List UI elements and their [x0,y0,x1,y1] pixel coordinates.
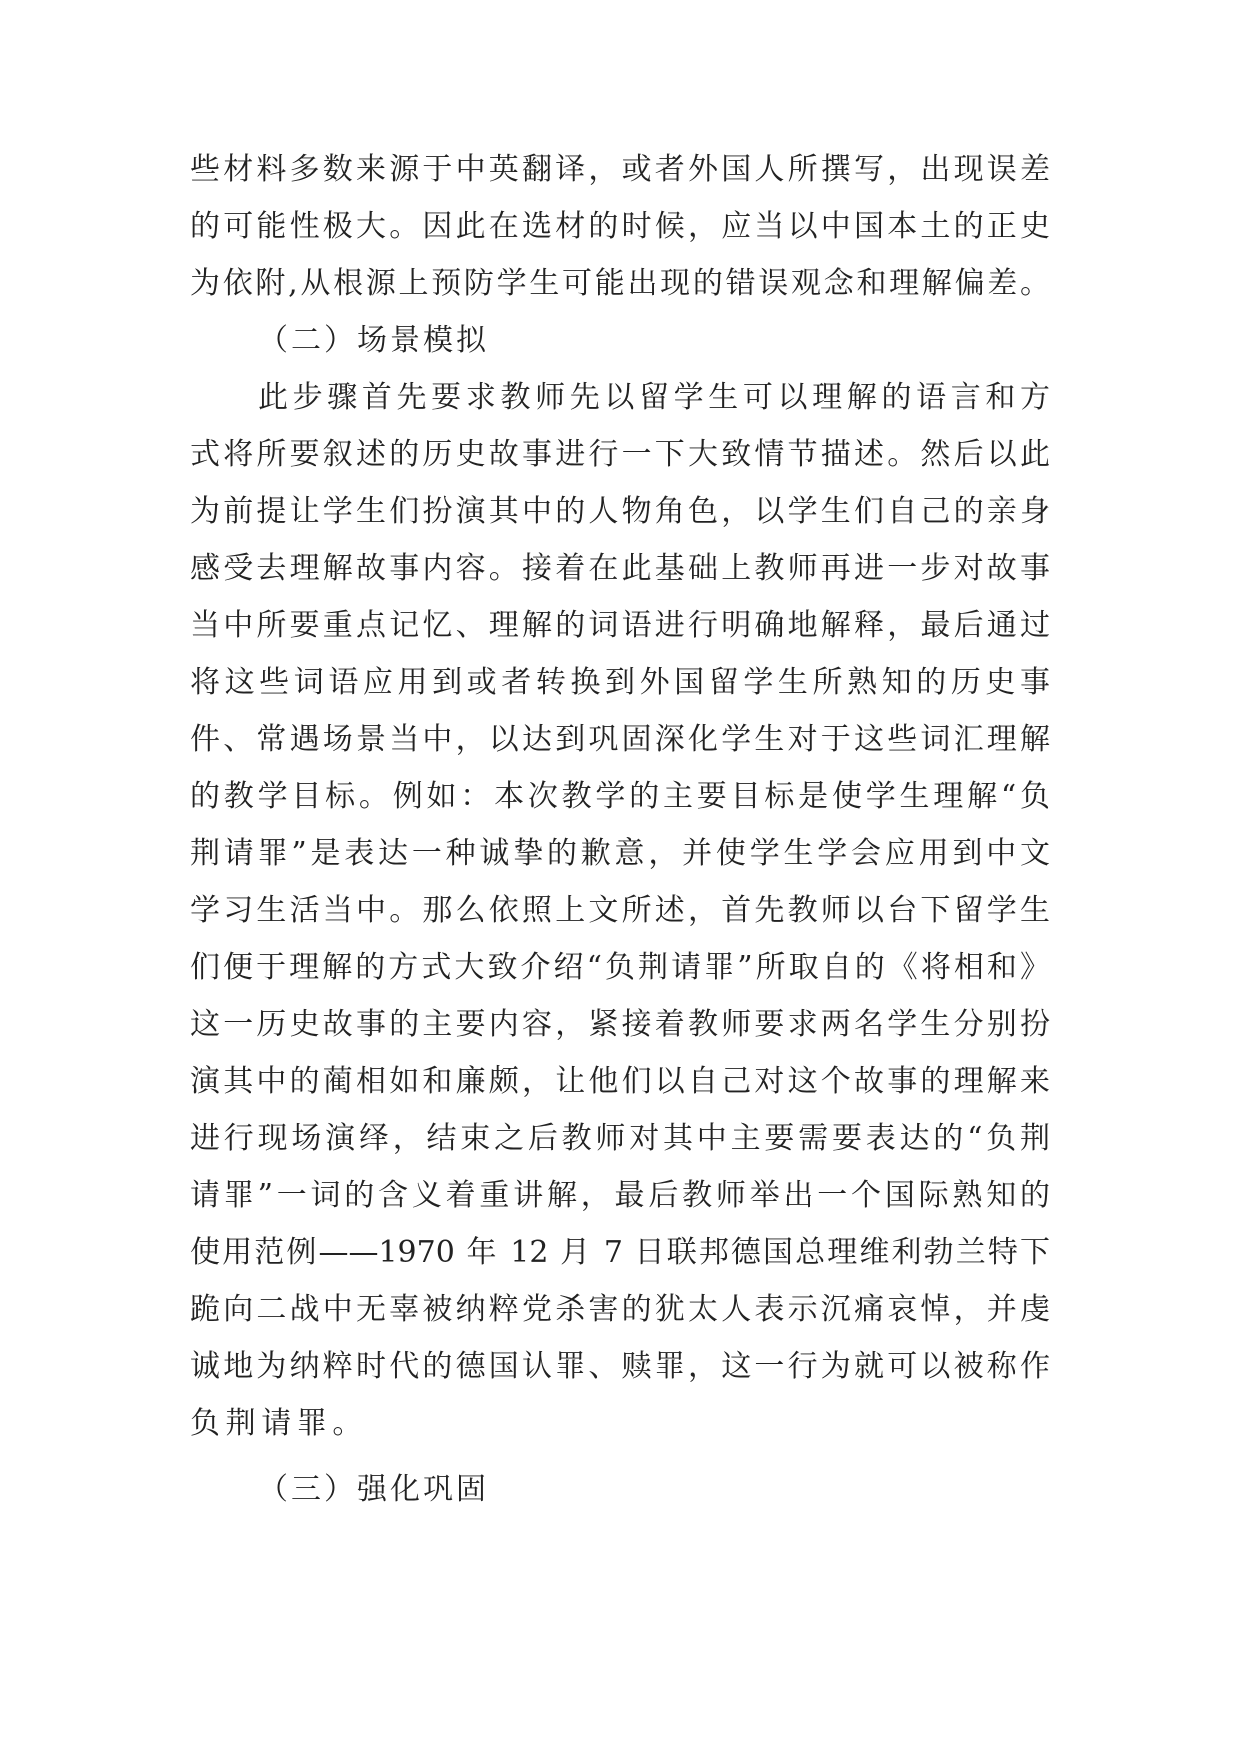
section-heading-2: （二）场景模拟 [258,323,489,358]
paragraph-line: 荆请罪”是表达一种诚挚的歉意，并使学生学会应用到中文 [190,836,1050,871]
paragraph-line: 将这些词语应用到或者转换到外国留学生所熟知的历史事 [190,665,1050,700]
paragraph-line: 的教学目标。例如：本次教学的主要目标是使学生理解“负 [190,779,1050,814]
paragraph-line: 使用范例——1970 年 12 月 7 日联邦德国总理维利勃兰特下 [190,1235,1050,1270]
paragraph-line: 为前提让学生们扮演其中的人物角色，以学生们自己的亲身 [190,494,1050,529]
paragraph-line: 此步骤首先要求教师先以留学生可以理解的语言和方 [258,380,1050,415]
paragraph-line: 为依附,从根源上预防学生可能出现的错误观念和理解偏差。 [190,266,1050,301]
paragraph-line: 式将所要叙述的历史故事进行一下大致情节描述。然后以此 [190,437,1050,472]
paragraph-line: 学习生活当中。那么依照上文所述，首先教师以台下留学生 [190,893,1050,928]
paragraph-line: 负荆请罪。 [190,1406,368,1441]
paragraph-line: 这一历史故事的主要内容，紧接着教师要求两名学生分别扮 [190,1007,1050,1042]
paragraph-line: 们便于理解的方式大致介绍“负荆请罪”所取自的《将相和》 [190,950,1050,985]
paragraph-line: 诚地为纳粹时代的德国认罪、赎罪，这一行为就可以被称作 [190,1349,1050,1384]
paragraph-line: 件、常遇场景当中，以达到巩固深化学生对于这些词汇理解 [190,722,1050,757]
section-heading-3: （三）强化巩固 [258,1472,489,1507]
paragraph-line: 进行现场演绎，结束之后教师对其中主要需要表达的“负荆 [190,1121,1050,1156]
paragraph-line: 演其中的蔺相如和廉颇，让他们以自己对这个故事的理解来 [190,1064,1050,1099]
paragraph-line: 感受去理解故事内容。接着在此基础上教师再进一步对故事 [190,551,1050,586]
paragraph-line: 跪向二战中无辜被纳粹党杀害的犹太人表示沉痛哀悼，并虔 [190,1292,1050,1327]
paragraph-line: 当中所要重点记忆、理解的词语进行明确地解释，最后通过 [190,608,1050,643]
paragraph-line: 请罪”一词的含义着重讲解，最后教师举出一个国际熟知的 [190,1178,1050,1213]
paragraph-line: 些材料多数来源于中英翻译，或者外国人所撰写，出现误差 [190,152,1050,187]
paragraph-line: 的可能性极大。因此在选材的时候，应当以中国本土的正史 [190,209,1050,244]
